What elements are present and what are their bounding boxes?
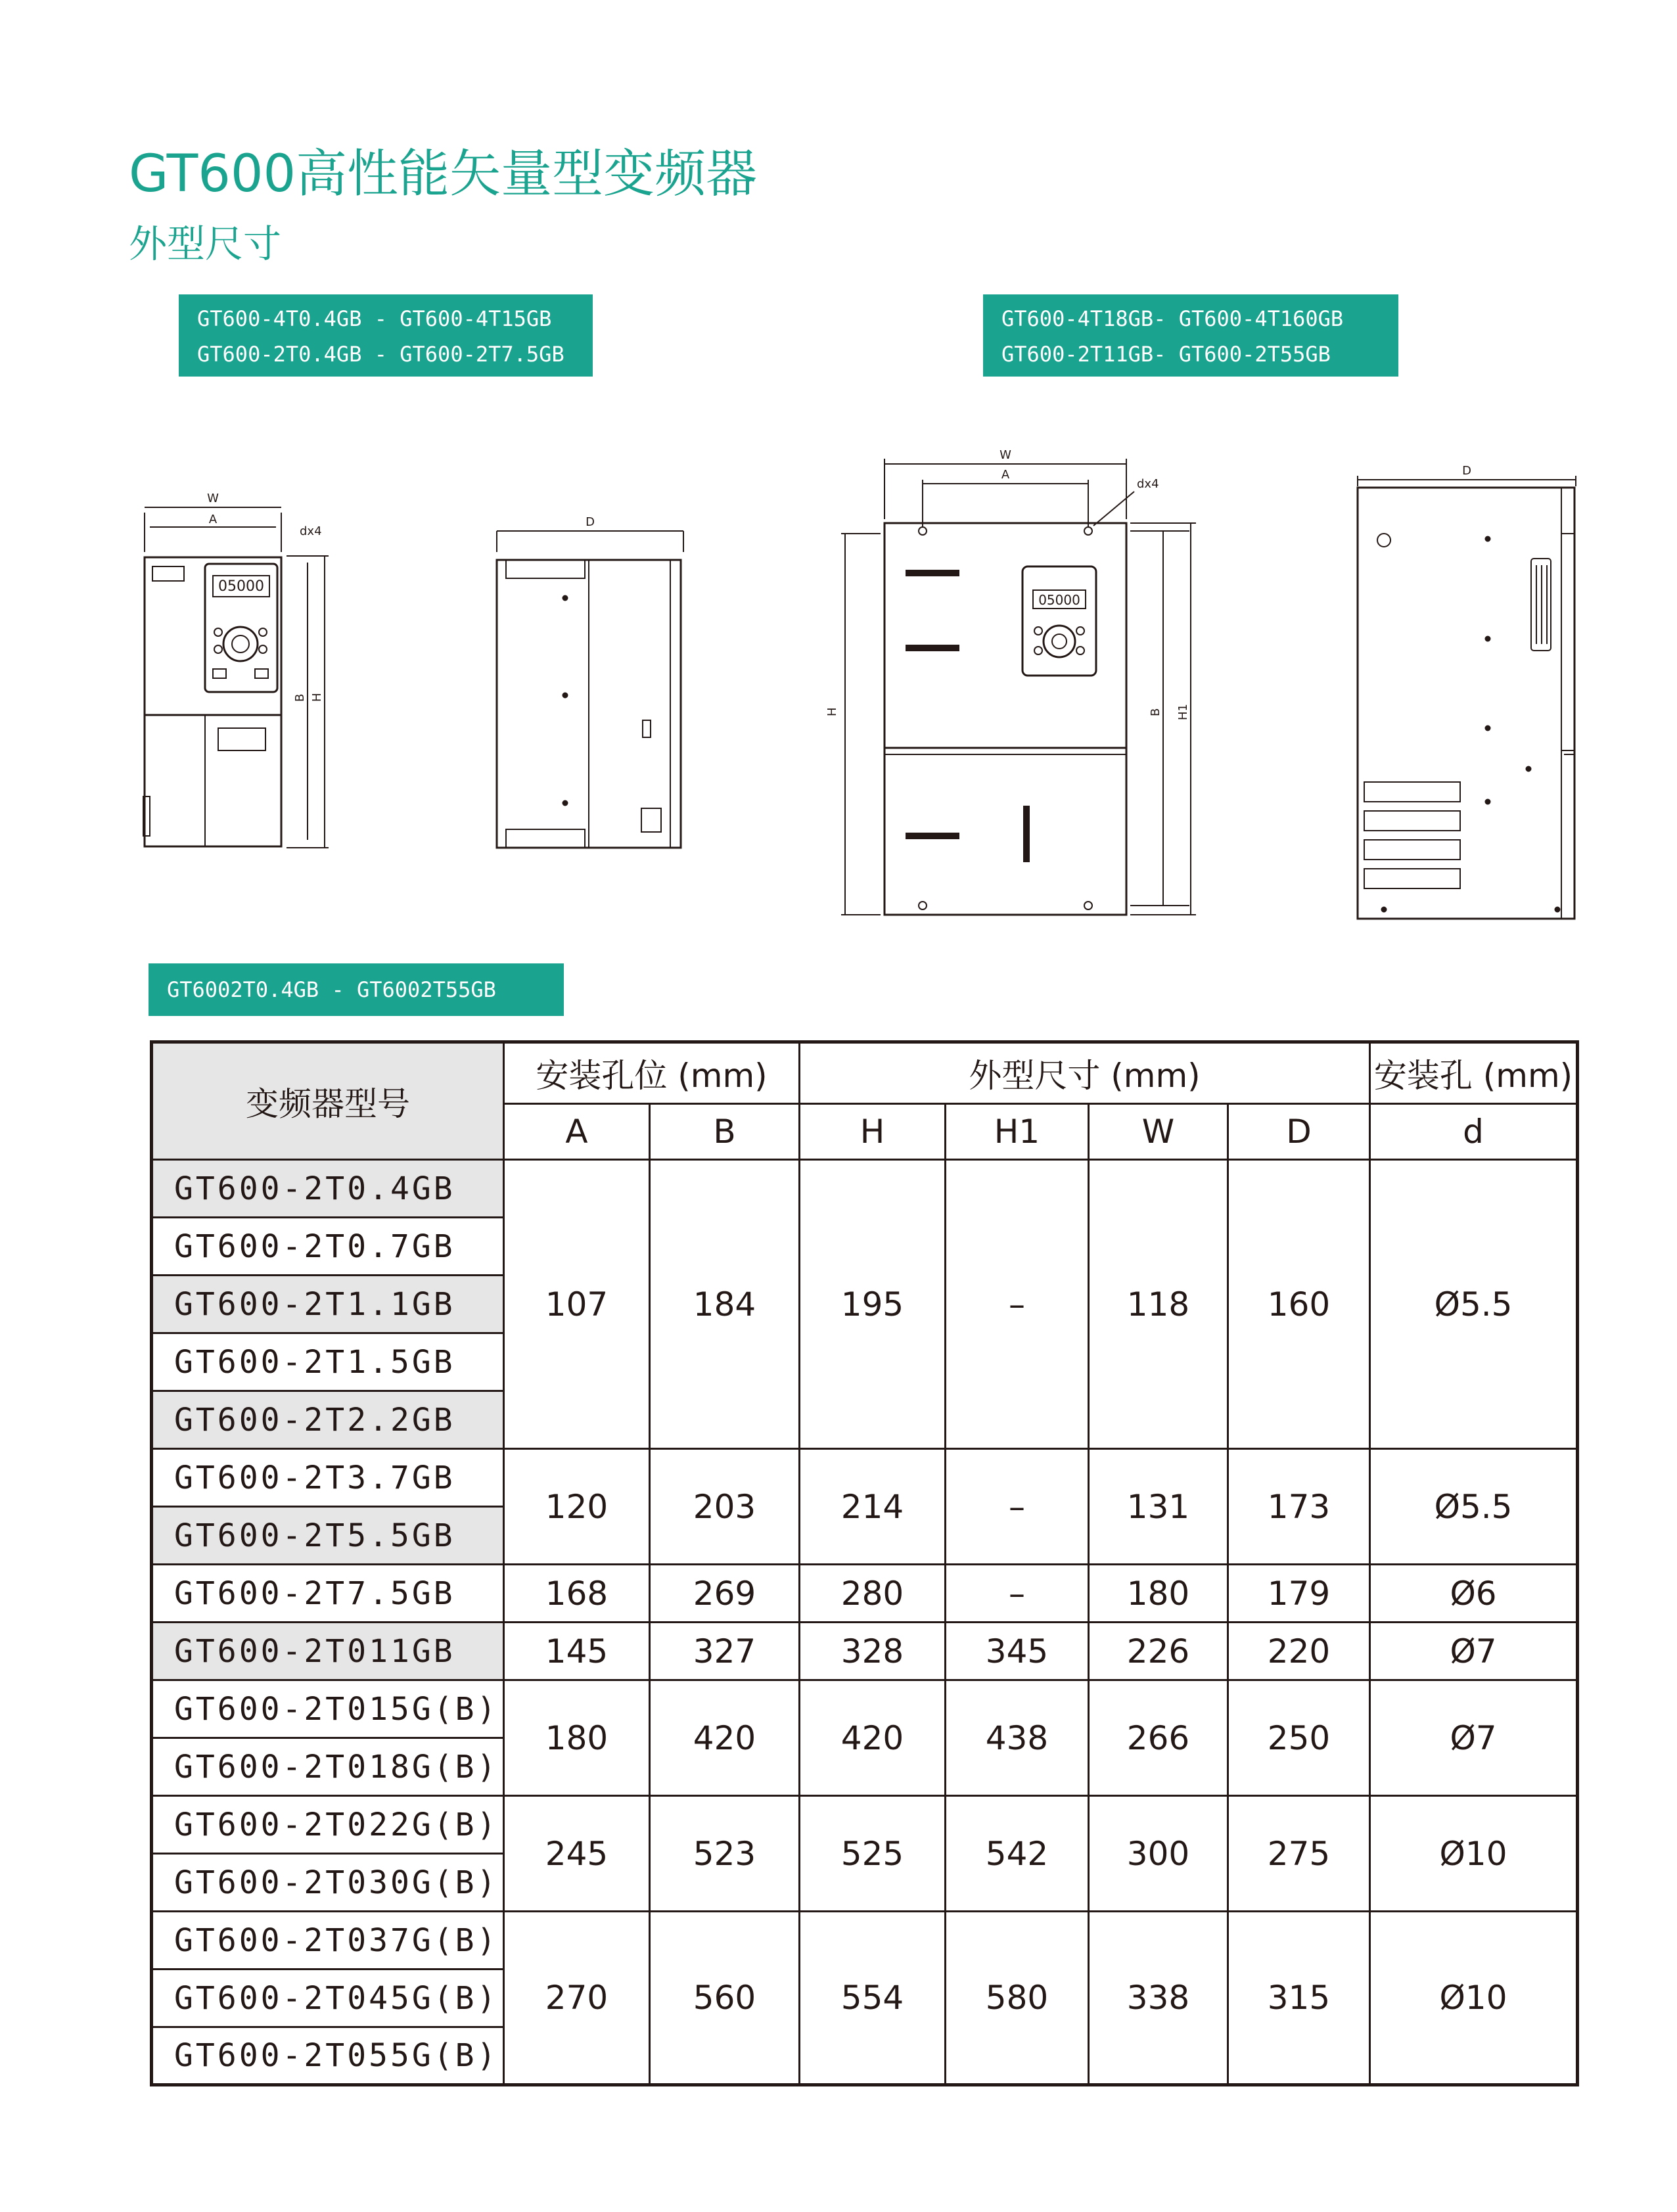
model-cell: GT600-2T018G(B): [152, 1738, 504, 1796]
value-b: 420: [650, 1680, 800, 1796]
header-col-hole-d: d: [1370, 1104, 1578, 1160]
value-hole: Ø5.5: [1370, 1160, 1578, 1449]
dim-label-a-large: A: [1001, 468, 1010, 482]
dim-label-d-small: D: [586, 515, 595, 529]
value-h1: 345: [946, 1623, 1089, 1680]
header-install-hole: 安装孔 (mm): [1370, 1042, 1578, 1104]
header-model: 变频器型号: [152, 1042, 504, 1160]
dim-label-h1-large: H1: [1176, 704, 1190, 720]
value-hole: Ø10: [1370, 1796, 1578, 1912]
large-unit-side-view: [1358, 476, 1576, 919]
small-unit-side-view: [497, 531, 683, 848]
value-w: 131: [1089, 1449, 1228, 1565]
value-a: 168: [504, 1565, 650, 1623]
model-cell: GT600-2T037G(B): [152, 1912, 504, 1970]
value-d: 173: [1228, 1449, 1370, 1565]
model-cell: GT600-2T3.7GB: [152, 1449, 504, 1507]
dim-label-a-small: A: [208, 513, 218, 526]
page-subtitle: 外型尺寸: [129, 221, 282, 266]
dim-label-h-small: H: [310, 693, 324, 702]
table-range-tag: GT6002T0.4GB - GT6002T55GB: [149, 963, 564, 1016]
model-cell: GT600-2T5.5GB: [152, 1507, 504, 1565]
model-cell: GT600-2T7.5GB: [152, 1565, 504, 1623]
value-w: 300: [1089, 1796, 1228, 1912]
value-b: 203: [650, 1449, 800, 1565]
model-cell: GT600-2T0.4GB: [152, 1160, 504, 1218]
value-h: 214: [800, 1449, 946, 1565]
table-row: [152, 1623, 1578, 1680]
dim-label-b-small: B: [293, 693, 307, 702]
model-cell: GT600-2T030G(B): [152, 1854, 504, 1912]
value-h: 554: [800, 1912, 946, 2085]
value-hole: Ø10: [1370, 1912, 1578, 2085]
value-w: 226: [1089, 1623, 1228, 1680]
model-range-line: GT600-2T0.4GB - GT600-2T7.5GB: [197, 342, 564, 367]
header-col-w: W: [1089, 1104, 1228, 1160]
model-range-line: GT600-2T11GB- GT600-2T55GB: [1001, 342, 1331, 367]
dim-label-d-large: D: [1462, 464, 1471, 478]
value-hole: Ø6: [1370, 1565, 1578, 1623]
value-d: 315: [1228, 1912, 1370, 2085]
table-row: [152, 1912, 1578, 1970]
value-a: 145: [504, 1623, 650, 1680]
display-readout-small: 05000: [218, 578, 264, 595]
header-col-d: D: [1228, 1104, 1370, 1160]
model-cell: GT600-2T011GB: [152, 1623, 504, 1680]
header-col-a: A: [504, 1104, 650, 1160]
value-d: 179: [1228, 1565, 1370, 1623]
model-range-line: GT600-4T18GB- GT600-4T160GB: [1001, 306, 1344, 331]
value-a: 107: [504, 1160, 650, 1449]
value-h1: –: [946, 1160, 1089, 1449]
value-h: 195: [800, 1160, 946, 1449]
dim-label-w-large: W: [999, 448, 1011, 462]
value-w: 180: [1089, 1565, 1228, 1623]
header-col-h1: H1: [946, 1104, 1089, 1160]
header-col-h: H: [800, 1104, 946, 1160]
value-h: 280: [800, 1565, 946, 1623]
value-b: 523: [650, 1796, 800, 1912]
table-row: [152, 1449, 1578, 1507]
value-h1: –: [946, 1449, 1089, 1565]
dim-label-dx4-small: dx4: [300, 524, 322, 538]
header-install-position: 安装孔位 (mm): [504, 1042, 800, 1104]
value-h1: 580: [946, 1912, 1089, 2085]
model-cell: GT600-2T2.2GB: [152, 1391, 504, 1449]
value-d: 160: [1228, 1160, 1370, 1449]
value-hole: Ø7: [1370, 1680, 1578, 1796]
value-h1: 542: [946, 1796, 1089, 1912]
value-b: 269: [650, 1565, 800, 1623]
model-cell: GT600-2T015G(B): [152, 1680, 504, 1738]
value-h: 420: [800, 1680, 946, 1796]
value-h1: –: [946, 1565, 1089, 1623]
dim-label-dx4-large: dx4: [1137, 477, 1159, 491]
value-a: 180: [504, 1680, 650, 1796]
table-row: [152, 1680, 1578, 1738]
model-cell: GT600-2T055G(B): [152, 2027, 504, 2085]
dim-label-w-small: W: [207, 492, 219, 505]
value-w: 266: [1089, 1680, 1228, 1796]
table-row: [152, 1160, 1578, 1218]
value-h1: 438: [946, 1680, 1089, 1796]
value-d: 275: [1228, 1796, 1370, 1912]
small-unit-front-view: [143, 507, 281, 846]
header-col-b: B: [650, 1104, 800, 1160]
header-outline: 外型尺寸 (mm): [800, 1042, 1370, 1104]
model-cell: GT600-2T1.1GB: [152, 1276, 504, 1333]
display-readout-large: 05000: [1038, 592, 1080, 608]
table-row: [152, 1796, 1578, 1854]
dimension-drawings: [0, 0, 1677, 959]
value-a: 270: [504, 1912, 650, 2085]
value-w: 338: [1089, 1912, 1228, 2085]
value-h: 525: [800, 1796, 946, 1912]
value-w: 118: [1089, 1160, 1228, 1449]
table-row: [152, 1565, 1578, 1623]
value-d: 220: [1228, 1623, 1370, 1680]
dim-label-b-large: B: [1149, 708, 1162, 716]
value-hole: Ø7: [1370, 1623, 1578, 1680]
model-range-line: GT600-4T0.4GB - GT600-4T15GB: [197, 306, 552, 331]
value-b: 327: [650, 1623, 800, 1680]
value-a: 120: [504, 1449, 650, 1565]
model-cell: GT600-2T045G(B): [152, 1970, 504, 2027]
dimensions-table: [150, 1040, 1579, 2086]
value-b: 184: [650, 1160, 800, 1449]
page-title: GT600高性能矢量型变频器: [129, 145, 758, 204]
value-a: 245: [504, 1796, 650, 1912]
model-cell: GT600-2T1.5GB: [152, 1333, 504, 1391]
value-h: 328: [800, 1623, 946, 1680]
large-unit-front-view: [841, 459, 1196, 915]
value-d: 250: [1228, 1680, 1370, 1796]
model-cell: GT600-2T0.7GB: [152, 1218, 504, 1276]
dim-label-h-large: H: [825, 707, 839, 716]
model-cell: GT600-2T022G(B): [152, 1796, 504, 1854]
value-b: 560: [650, 1912, 800, 2085]
value-hole: Ø5.5: [1370, 1449, 1578, 1565]
